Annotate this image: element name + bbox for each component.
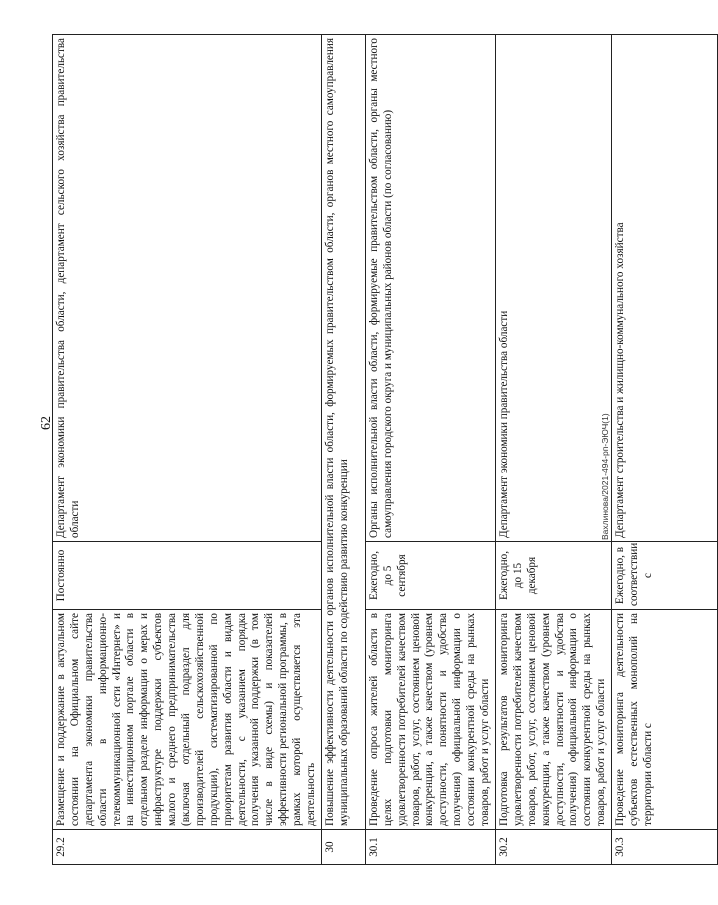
measure-description: Подготовка результатов мониторинга удовлетворенности потребителей качеством товаров, работ, услуг, состоянием ценовой конкуренции, а также качеством (уровнем доступности, понятности и удобства получения) официальной информации о состоянии конкурентной среды на рынках товаров, работ и услуг области: [495, 610, 611, 830]
page-number: 62: [39, 416, 54, 430]
table-row: [53, 35, 322, 865]
measure-responsible: Департамент строительства и жилищно-коммунального хозяйства: [612, 35, 718, 542]
section-heading: Повышение эффективности деятельности органов исполнительной власти области, формируемых правительством области, органов местного самоуправления муниципальных образований области по содействию развитию конкуренции: [321, 35, 365, 830]
measure-responsible: Департамент экономики правительства области: [495, 35, 611, 542]
table-row: [365, 35, 495, 865]
footer-doc-code: Вахлинова/2021-494-рп-ЭЮЧ(1): [600, 413, 610, 540]
measure-deadline: Ежегодно, в соответствии с: [612, 542, 718, 610]
measure-description: Проведение опроса жителей области в целях подготовки мониторинга удовлетворенности потребителей качеством товаров, работ, услуг, состоянием ценовой конкуренции, а также качеством (уровнем доступности, понятности и удобства получения) официальной информации о состоянии конкурентной среды на рынках товаров, работ и услуг области: [365, 610, 495, 830]
measure-deadline: Ежегодно, до 5 сентября: [365, 542, 495, 610]
row-number: 30.1: [365, 830, 495, 865]
row-number: 30.3: [612, 830, 718, 865]
measure-deadline: Ежегодно, до 15 декабря: [495, 542, 611, 610]
row-number: 30: [321, 830, 365, 865]
table-row: [612, 35, 718, 865]
table-row: [321, 35, 365, 865]
row-number: 30.2: [495, 830, 611, 865]
measure-responsible: Департамент экономики правительства области, департамент сельского хозяйства правительства области: [53, 35, 322, 542]
measure-description: Проведение мониторинга деятельности субъектов естественных монополий на территории области с: [612, 610, 718, 830]
measure-deadline: Постоянно: [53, 542, 322, 610]
table-row: [495, 35, 611, 865]
measure-description: Размещение и поддержание в актуальном состоянии на Официальном сайте департамента экономики правительства области в информационно-телекоммуникационной сети «Интернет» и на инвестиционном портале области в отдельном разделе информации о мерах и инфраструктуре поддержки субъектов малого и среднего предпринимательства (включая отдельный подраздел для производителей сельскохозяйственной продукции), систематизированной по приоритетам развития области и видам деятельности, с указанием порядка получения указанной поддержки (в том числе в виде схемы) и показателей эффективности региональной программы, в рамках которой осуществляется эта деятельность: [53, 610, 322, 830]
measures-table: [52, 34, 718, 865]
row-number: 29.2: [53, 830, 322, 865]
measure-responsible: Органы исполнительной власти области, формируемые правительством области, органы местного самоуправления городского округа и муниципальных районов области (по согласованию): [365, 35, 495, 542]
